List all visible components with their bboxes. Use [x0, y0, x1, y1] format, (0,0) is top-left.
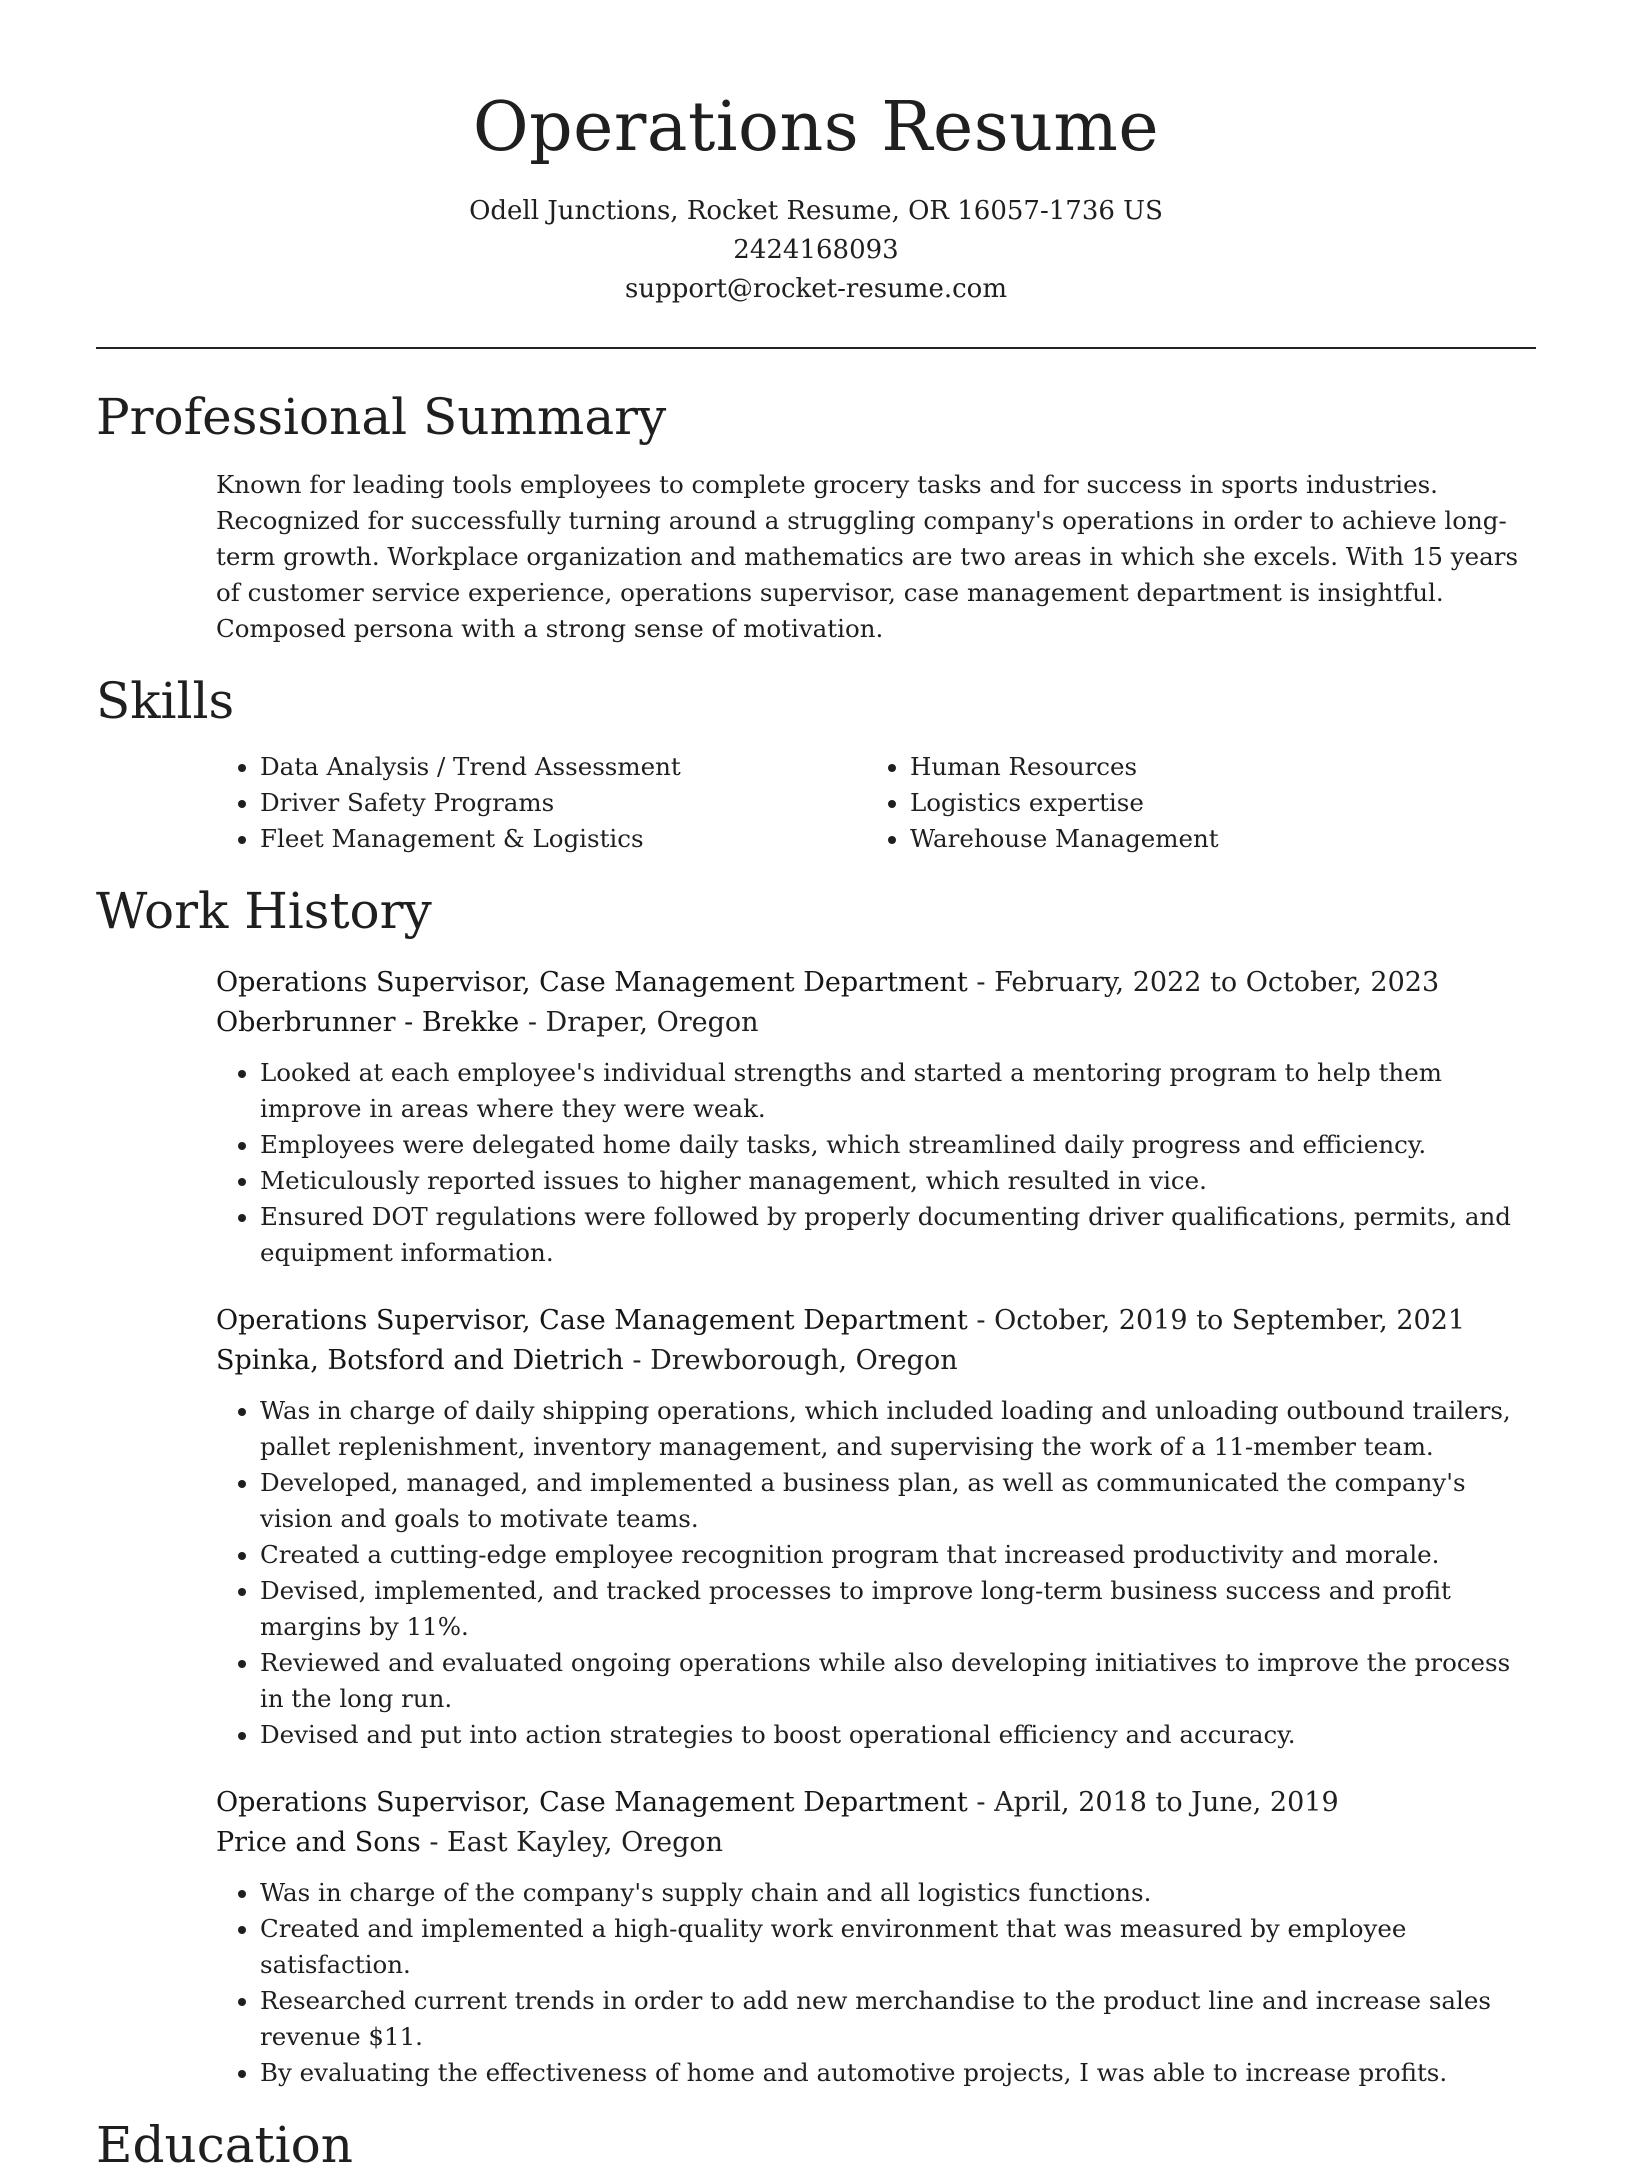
skill-item: • Driver Safety Programs [260, 785, 866, 821]
job-entry [216, 1301, 1536, 1753]
job-location: - Draper, Oregon [519, 1007, 759, 1038]
job-bullets [216, 1875, 1536, 2091]
skill-item: • Warehouse Management [910, 821, 1516, 857]
resume-title: Operations Resume [472, 88, 1160, 167]
skills-column-left [216, 749, 866, 857]
job-bullet: • Was in charge of the company's supply chain and all logistics functions. [260, 1875, 1536, 1911]
job-bullets [216, 1055, 1536, 1271]
job-bullet: • Reviewed and evaluated ongoing operations while also developing initiatives to improve the process in the long run. [260, 1645, 1536, 1717]
job-bullet: • Developed, managed, and implemented a business plan, as well as communicated the company's vision and goals to motivate teams. [260, 1465, 1536, 1537]
job-bullet: • Devised, implemented, and tracked processes to improve long-term business success and profit margins by 11%. [260, 1573, 1536, 1645]
job-dates: - April, 2018 to June, 2019 [967, 1787, 1339, 1818]
job-bullet: • Devised and put into action strategies to boost operational efficiency and accuracy. [260, 1717, 1536, 1753]
skill-item: • Data Analysis / Trend Assessment [260, 749, 866, 785]
job-position: Operations Supervisor, Case Management Department [216, 967, 968, 998]
job-company: Oberbrunner - Brekke [216, 1007, 520, 1038]
job-company-line [216, 1823, 1536, 1863]
job-bullet: • By evaluating the effectiveness of home and automotive projects, I was able to increase profits. [260, 2055, 1536, 2091]
work-history-heading: Work History [96, 882, 432, 940]
contact-phone: 2424168093 [733, 235, 899, 265]
header-divider [96, 347, 1536, 349]
job-bullet: • Looked at each employee's individual strengths and started a mentoring program to help them improve in areas where they were weak. [260, 1055, 1536, 1127]
summary-heading: Professional Summary [96, 388, 667, 446]
job-bullet: • Was in charge of daily shipping operations, which included loading and unloading outbound trailers, pallet replenishment, inventory management, and supervising the work of a 11-member team. [260, 1393, 1536, 1465]
skill-item: • Fleet Management & Logistics [260, 821, 866, 857]
summary-text: Known for leading tools employees to complete grocery tasks and for success in sports industries. Recognized for successfully turning around a struggling company's operations in order to achieve long-term growth. Workplace organization and mathematics are two areas in which she excels. With 15 years of customer service experience, operations supervisor, case management department is insightful. Composed persona with a strong sense of motivation. [216, 470, 1519, 643]
job-bullet: • Researched current trends in order to add new merchandise to the product line and increase sales revenue $11. [260, 1983, 1536, 2055]
job-title-line [216, 1301, 1536, 1341]
job-location: - East Kayley, Oregon [420, 1827, 724, 1858]
job-bullet: • Created a cutting-edge employee recognition program that increased productivity and morale. [260, 1537, 1536, 1573]
job-position: Operations Supervisor, Case Management Department [216, 1787, 968, 1818]
job-company: Price and Sons [216, 1827, 421, 1858]
skills-list [216, 749, 1536, 857]
skills-heading: Skills [96, 672, 235, 730]
job-company-line [216, 1341, 1536, 1381]
job-bullet: • Meticulously reported issues to higher management, which resulted in vice. [260, 1163, 1536, 1199]
resume-header [96, 0, 1536, 309]
job-dates: - February, 2022 to October, 2023 [967, 967, 1440, 998]
job-bullet: • Employees were delegated home daily tasks, which streamlined daily progress and efficiency. [260, 1127, 1536, 1163]
contact-email: support@rocket-resume.com [624, 274, 1007, 304]
job-company-line [216, 1003, 1536, 1043]
education-heading: Education [96, 2116, 353, 2174]
job-entry [216, 963, 1536, 1271]
job-bullet: • Ensured DOT regulations were followed by properly documenting driver qualifications, permits, and equipment information. [260, 1199, 1536, 1271]
job-location: - Drewborough, Oregon [623, 1345, 958, 1376]
skill-item: • Human Resources [910, 749, 1516, 785]
skill-item: • Logistics expertise [910, 785, 1516, 821]
skills-column-right [866, 749, 1516, 857]
job-bullet: • Created and implemented a high-quality work environment that was measured by employee satisfaction. [260, 1911, 1536, 1983]
job-position: Operations Supervisor, Case Management Department [216, 1305, 968, 1336]
job-bullets [216, 1393, 1536, 1753]
job-title-line [216, 1783, 1536, 1823]
contact-address: Odell Junctions, Rocket Resume, OR 16057-1736 US [469, 196, 1163, 226]
job-dates: - October, 2019 to September, 2021 [967, 1305, 1466, 1336]
resume-page [96, 0, 1536, 2177]
job-title-line [216, 963, 1536, 1003]
job-company: Spinka, Botsford and Dietrich [216, 1345, 624, 1376]
job-entry [216, 1783, 1536, 2091]
